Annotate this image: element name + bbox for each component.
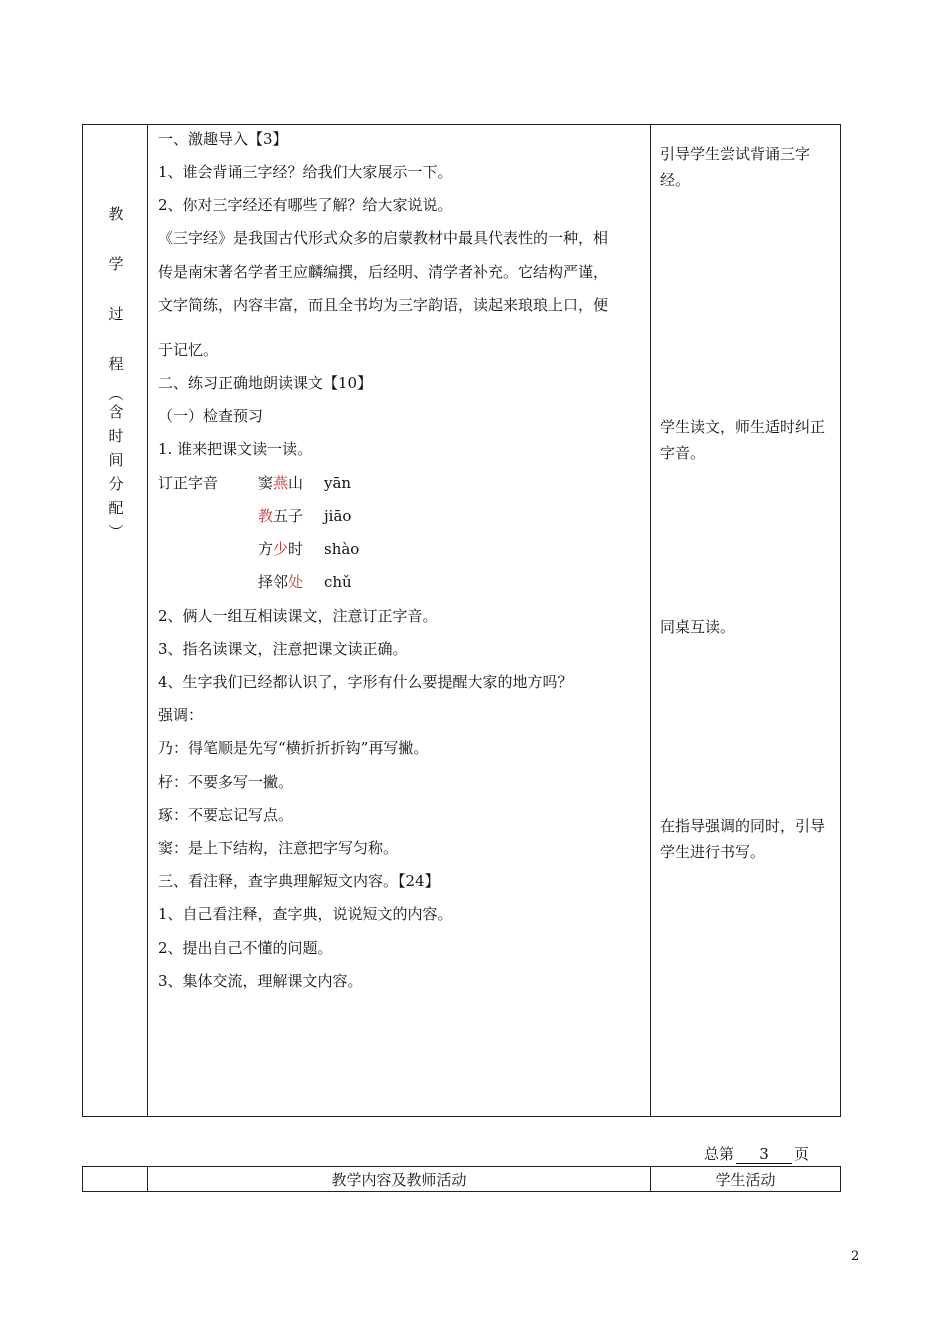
text-line: 琢：不要忘记写点。: [158, 806, 294, 824]
student-activity: 同桌互读。: [660, 618, 736, 636]
text-line: 3、集体交流，理解课文内容。: [158, 972, 363, 990]
student-activity: 学生读文，师生适时纠正字音。: [660, 418, 826, 462]
page-number: 2: [851, 1249, 860, 1264]
pronunciation-word: 教五子: [258, 507, 304, 525]
header-cell-blank: [83, 1167, 148, 1192]
text-line: 于记忆。: [158, 341, 219, 359]
section-heading: 三、看注释，查字典理解短文内容。【24】: [158, 872, 440, 890]
section-heading: 一、激趣导入【3】: [158, 130, 288, 148]
pinyin: jiāo: [324, 507, 352, 525]
highlighted-char: 燕: [273, 474, 289, 492]
text-line: 2、俩人一组互相读课文，注意订正字音。: [158, 607, 438, 625]
total-page-count: 总第 3 页: [704, 1145, 810, 1163]
highlighted-char: 少: [273, 540, 289, 558]
text-line: 杍：不要多写一撇。: [158, 773, 294, 791]
header-cell-content: 教学内容及教师活动: [148, 1167, 651, 1192]
text-line: 窦：是上下结构，注意把字写匀称。: [158, 839, 399, 857]
highlighted-char: 处: [288, 573, 304, 591]
pinyin: chǔ: [324, 573, 352, 591]
header-cell-student: 学生活动: [651, 1167, 841, 1192]
pinyin: shào: [324, 540, 360, 558]
section-heading: 二、练习正确地朗读课文【10】: [158, 374, 373, 392]
text-line: 1、自己看注释，查字典，说说短文的内容。: [158, 905, 453, 923]
pinyin: yān: [324, 474, 352, 492]
pronunciation-word: 方少时: [258, 540, 304, 558]
text-line: 2、提出自己不懂的问题。: [158, 939, 333, 957]
highlighted-char: 教: [258, 507, 274, 525]
text-line: 4、生字我们已经都认识了，字形有什么要提醒大家的地方吗？: [158, 673, 573, 691]
text-line: 传是南宋著名学者王应麟编撰，后经明、清学者补充。它结构严谨，: [158, 263, 609, 281]
text-line: 强调：: [158, 706, 204, 724]
text-line: 文字简练，内容丰富，而且全书均为三字韵语，读起来琅琅上口，便: [158, 296, 609, 314]
text-line: 3、指名读课文，注意把课文读正确。: [158, 640, 408, 658]
subsection-heading: （一）检查预习: [158, 407, 264, 425]
header-row-table: [82, 1166, 841, 1192]
student-activity: 引导学生尝试背诵三字经。: [660, 145, 811, 189]
pronunciation-label: 订正字音: [158, 474, 219, 492]
text-line: 乃：得笔顺是先写“横折折折钩”再写撇。: [158, 739, 429, 757]
pronunciation-word: 择邻处: [258, 573, 304, 591]
page-count-value: 3: [736, 1145, 792, 1164]
text-line: 《三字经》是我国古代形式众多的启蒙教材中最具代表性的一种，相: [158, 229, 609, 247]
section-label: 教 学 过 程 ︵ 含 时 间 分 配 ︶: [108, 205, 124, 541]
text-line: 2、你对三字经还有哪些了解？给大家说说。: [158, 196, 453, 214]
text-line: 1、谁会背诵三字经？给我们大家展示一下。: [158, 163, 453, 181]
pronunciation-word: 窦燕山: [258, 474, 304, 492]
text-line: 1. 谁来把课文读一读。: [158, 440, 313, 458]
student-activity: 在指导强调的同时，引导学生进行书写。: [660, 817, 826, 861]
